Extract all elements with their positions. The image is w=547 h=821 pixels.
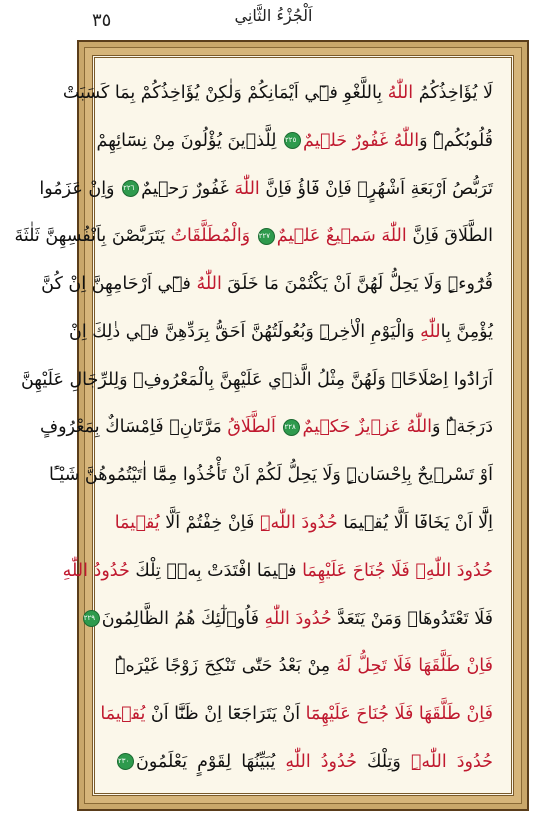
highlighted-text: وَالْمُطَلَّقَاتُ <box>170 226 256 247</box>
highlighted-text: للّٰهِ <box>420 321 441 342</box>
verse-text: فَاِنْ خِفْتُمْ اَلَّا <box>159 513 260 534</box>
verse-text-block <box>14 82 493 773</box>
ayah-number-marker: ٢٢٨ <box>283 419 300 436</box>
verse-line <box>39 416 493 438</box>
highlighted-text: اللّٰهَ <box>234 178 260 199</box>
verse-text: غَفُورٌ رَح۪يمٌ <box>141 178 235 199</box>
frame-border <box>14 47 522 804</box>
verse-text: اَوْ تَسْر۪يحٌ بِاِحْسَانٍۜ وَلَا يَحِلُّ لَكُمْ اَنْ تَأْخُذُوا مِمَّٓا اٰتَيْتُمُوهُنَّ شَيْـًٔا <box>48 465 493 486</box>
ornamental-frame <box>14 40 529 811</box>
verse-line <box>115 655 493 677</box>
highlighted-text: حُدُودُ اللّٰهِ <box>285 751 357 772</box>
verse-line <box>62 560 493 582</box>
verse-text: يُبَيِّنُهَا لِقَوْمٍ يَعْلَمُونَ <box>136 751 286 772</box>
verse-line <box>20 369 493 391</box>
verse-line <box>68 321 493 343</box>
highlighted-text: يُق۪يمَا <box>100 704 146 725</box>
highlighted-text: فَاِنْ طَلَّقَهَا فَلَا تَحِلُّ لَهُ <box>336 656 493 677</box>
verse-text: مَرَّتَانِۖ فَاِمْسَاكٌ بِمَعْرُوفٍ <box>39 417 228 438</box>
highlighted-text: اَلطَّلَاقُ <box>227 417 282 438</box>
juz-title: اَلْجُزْءُ الثَّانِي <box>234 6 313 25</box>
verse-text: وَالْيَوْمِ الْاٰخِرِۜ وَبُعُولَتُهُنَّ اَحَقُّ بِرَدِّهِنَّ ف۪ي ذٰلِكَ اِنْ <box>68 321 421 342</box>
ayah-number-marker: ٢٣٠ <box>117 753 134 770</box>
verse-text: قُلُوبُكُمْۜ وَ <box>419 130 493 151</box>
highlighted-text: حُدُودَ اللّٰهِۙ فَلَا جُنَاحَ عَلَيْهِمَا <box>302 560 493 581</box>
highlighted-text: حُدُودَ اللّٰهِ <box>264 608 332 629</box>
verse-line <box>39 178 493 200</box>
verse-line <box>41 273 493 295</box>
verse-text: لِلَّذ۪ينَ يُؤْلُونَ مِنْ نِسَٓائِهِمْ <box>96 130 283 151</box>
verse-text: فَلَا تَعْتَدُوهَاۚ وَمَنْ يَتَعَدَّ <box>331 608 493 629</box>
ayah-number-marker: ٢٢٧ <box>258 228 275 245</box>
verse-text: لَا يُؤَاخِذُكُمُ <box>413 83 493 103</box>
text-panel <box>14 55 514 796</box>
highlighted-text: اللّٰهُ غَفُورٌ حَل۪يمٌ <box>303 130 420 151</box>
ayah-number-marker: ٢٢٦ <box>122 180 139 197</box>
verse-text: بِاللَّغْوِ ف۪ٓي اَيْمَانِكُمْ وَلٰكِنْ يُؤَاخِذُكُمْ بِمَا كَسَبَتْ <box>62 83 388 103</box>
verse-line <box>115 512 493 534</box>
verse-line <box>83 608 493 630</box>
highlighted-text: حُدُودُ اللّٰهِ <box>62 560 130 581</box>
verse-text: فَاُو۬لٰٓئِكَ هُمُ الظَّالِمُونَ <box>101 608 265 629</box>
verse-text: وَاِنْ عَزَمُوا <box>39 178 121 199</box>
verse-line <box>115 751 493 773</box>
verse-line <box>48 464 493 486</box>
highlighted-text: اللّٰهُ <box>196 274 222 295</box>
highlighted-text: حُدُودَ اللّٰهِۜ <box>410 751 493 772</box>
highlighted-text: اللّٰهَ سَم۪يعٌ عَل۪يمٌ <box>276 226 407 247</box>
highlighted-text: يُق۪يمَا <box>114 513 160 534</box>
verse-line <box>96 130 493 152</box>
verse-line <box>14 225 493 247</box>
verse-text: يَتَرَبَّصْنَ بِاَنْفُسِهِنَّ ثَلٰثَةَ <box>14 226 171 247</box>
verse-line <box>100 703 493 725</box>
verse-text: تَرَبُّصُ اَرْبَعَةِ اَشْهُرٍۚ فَاِنْ فَٓاؤُ فَاِنَّ <box>259 178 493 199</box>
verse-text: مِنْ بَعْدُ حَتّٰى تَنْكِحَ زَوْجًا غَيْرَهُۜ <box>115 656 337 677</box>
verse-line <box>62 82 493 104</box>
verse-text: يُؤْمِنَّ بِا <box>440 321 493 342</box>
page-number: ٣٥ <box>92 10 112 31</box>
verse-text: اَرَادُٓوا اِصْلَاحًاۜ وَلَهُنَّ مِثْلُ الَّذ۪ي عَلَيْهِنَّ بِالْمَعْرُوفِۖ وَلِلرِّجَالِ عَلَيْهِنَّ <box>20 369 493 390</box>
highlighted-text: فَاِنْ طَلَّقَهَا فَلَا جُنَاحَ عَلَيْهِمَٓا <box>305 704 493 725</box>
verse-text: وَتِلْكَ <box>356 751 411 772</box>
ayah-number-marker: ٢٢٩ <box>83 610 100 627</box>
verse-text: ف۪يمَا افْتَدَتْ بِه۪ۜ تِلْكَ <box>129 560 303 581</box>
verse-text: ف۪ٓي اَرْحَامِهِنَّ اِنْ كُنَّ <box>41 274 197 295</box>
highlighted-text: حُدُودَ اللّٰهِۜ <box>259 513 338 534</box>
verse-text: اِلَّٓا اَنْ يَخَافَٓا اَلَّا يُق۪يمَا <box>337 513 493 534</box>
highlighted-text: اللّٰهُ عَز۪يزٌ حَك۪يمٌ <box>302 417 433 438</box>
verse-text: دَرَجَةٌۜ وَ <box>432 417 493 438</box>
ayah-number-marker: ٢٢٥ <box>284 132 301 149</box>
verse-text: قُرُٓوءٍۜ وَلَا يَحِلُّ لَهُنَّ اَنْ يَكْتُمْنَ مَا خَلَقَ <box>221 274 493 295</box>
verse-text: الطَّلَاقَ فَاِنَّ <box>406 226 493 247</box>
highlighted-text: اللّٰهُ <box>387 83 414 103</box>
verse-text: اَنْ يَتَرَاجَعَٓا اِنْ ظَنَّٓا اَنْ <box>145 704 306 725</box>
